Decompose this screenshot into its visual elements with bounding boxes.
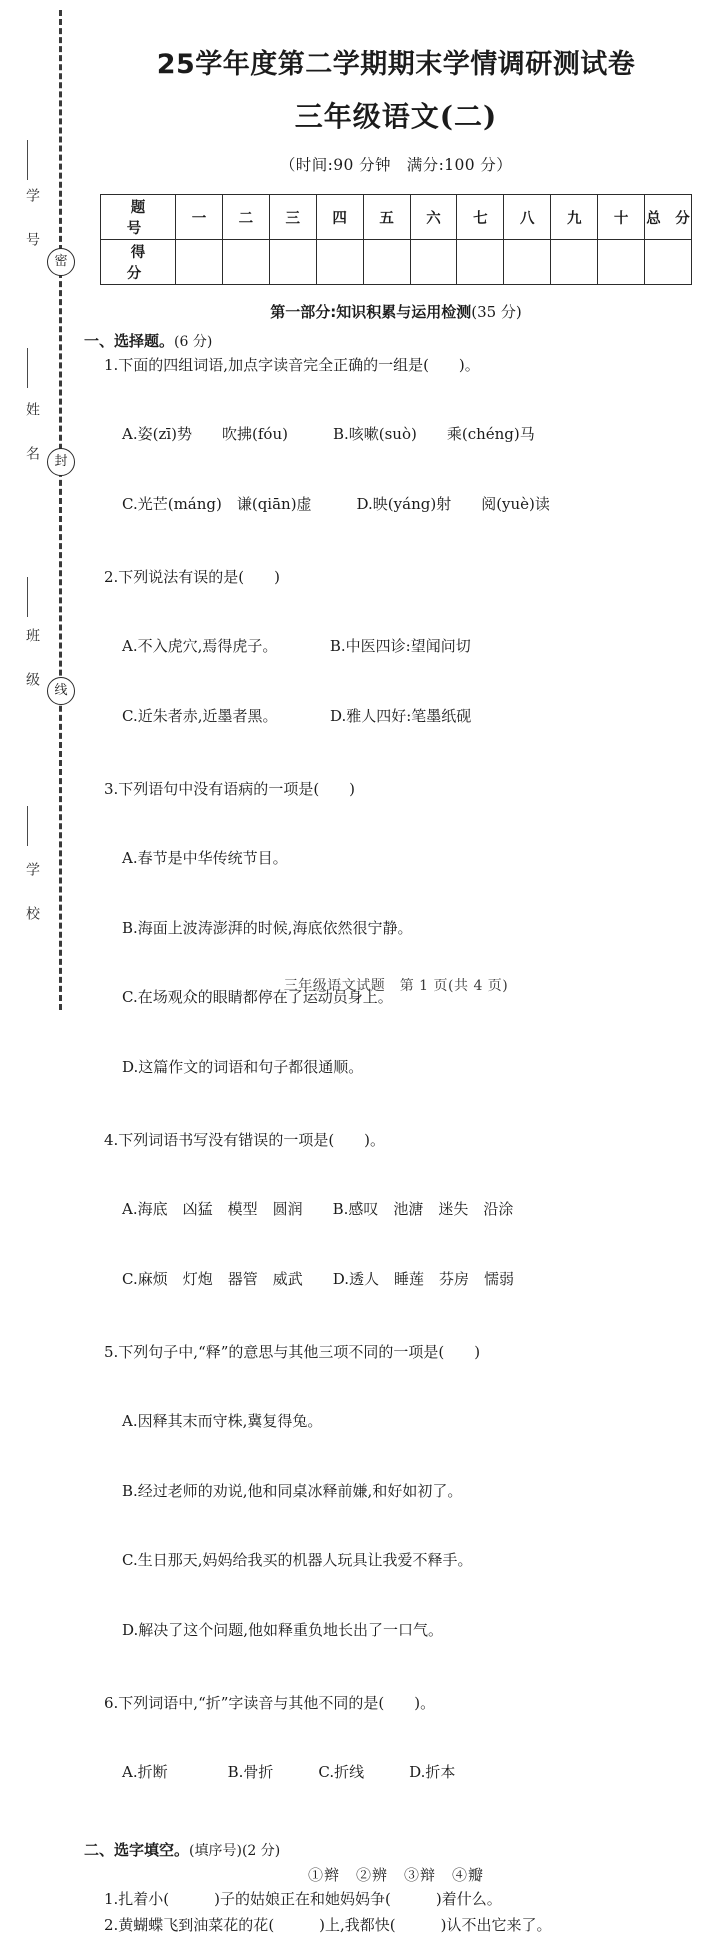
section-two-points: (填序号)(2 分) — [189, 1843, 281, 1860]
section-two-char-choices: ①辫 ②辨 ③辩 ④瓣 — [307, 1866, 484, 1885]
seal-field-school: 学 校 — [24, 862, 40, 927]
section-two-heading — [82, 1839, 710, 1860]
seal-rule — [27, 140, 28, 180]
seal-field-name: 姓 名 — [24, 402, 40, 467]
seal-margin — [0, 0, 80, 1024]
option-row: A.不入虎穴,焉得虎子。 B.中医四诊:望闻问切 — [122, 637, 471, 656]
question-options — [82, 800, 710, 1126]
question-options — [82, 1363, 710, 1689]
score-cell[interactable] — [598, 240, 645, 285]
seal-rule — [27, 577, 28, 617]
question-stem: 6.下列词语中,“折”字读音与其他不同的是( )。 — [104, 1693, 436, 1712]
option-row: C.近朱者赤,近墨者黑。 D.雅人四好:笔墨纸砚 — [122, 706, 472, 725]
exam-meta: （时间:90 分钟 满分:100 分） — [279, 156, 513, 174]
score-col-4: 四 — [316, 195, 363, 240]
option-row: A.姿(zī)势 吹拂(fóu) B.咳嗽(suò) 乘(chéng)马 — [122, 425, 535, 444]
score-col-3: 三 — [269, 195, 316, 240]
score-cell[interactable] — [410, 240, 457, 285]
section-one-heading — [82, 330, 710, 351]
option-row: D.解决了这个问题,他如释重负地长出了一口气。 — [122, 1621, 444, 1640]
part-one-title: 第一部分:知识积累与运用检测 — [270, 303, 472, 321]
score-table-row-label: 得 分 — [101, 240, 176, 285]
option-row: A.因释其末而守株,冀复得兔。 — [122, 1411, 323, 1430]
score-table — [100, 194, 692, 285]
seal-char-mi: 密 — [47, 248, 75, 276]
score-cell[interactable] — [316, 240, 363, 285]
question-stem: 1.下面的四组词语,加点字读音完全正确的一组是( )。 — [104, 356, 480, 374]
score-table-row-label: 题 号 — [101, 195, 176, 240]
score-col-1: 一 — [176, 195, 223, 240]
question-options — [82, 1152, 710, 1338]
table-row — [101, 195, 692, 240]
score-col-7: 七 — [457, 195, 504, 240]
section-one-title: 一、选择题。 — [84, 332, 175, 350]
question-stem: 2.下列说法有误的是( ) — [104, 567, 281, 586]
seal-char-xian: 线 — [47, 677, 75, 705]
score-col-2: 二 — [222, 195, 269, 240]
score-cell[interactable] — [504, 240, 551, 285]
score-col-10: 十 — [598, 195, 645, 240]
part-one-points: (35 分) — [471, 303, 522, 321]
question-options — [82, 1715, 710, 1831]
table-row — [101, 240, 692, 285]
score-cell[interactable] — [363, 240, 410, 285]
fill-blank-item[interactable]: 1.扎着小( )子的姑娘正在和她妈妈争( )着什么。 — [104, 1890, 502, 1909]
seal-rule — [27, 806, 28, 846]
option-row: C.在场观众的眼睛都停在了运动员身上。 — [122, 988, 393, 1007]
section-two-title: 二、选字填空。 — [84, 1841, 190, 1860]
score-col-total: 总 分 — [645, 195, 692, 240]
score-col-9: 九 — [551, 195, 598, 240]
score-cell[interactable] — [176, 240, 223, 285]
seal-char-feng: 封 — [47, 448, 75, 476]
option-row: B.经过老师的劝说,他和同桌冰释前嫌,和好如初了。 — [122, 1481, 463, 1500]
fill-blank-item[interactable]: 2.黄蝴蝶飞到油菜花的花( )上,我都快( )认不出它来了。 — [104, 1915, 552, 1934]
score-cell[interactable] — [551, 240, 598, 285]
seal-field-class: 班 级 — [24, 628, 40, 693]
seal-field-student-id: 学 号 — [24, 188, 40, 253]
score-cell[interactable] — [222, 240, 269, 285]
exam-page — [82, 0, 710, 1934]
section-one-points: (6 分) — [174, 334, 213, 350]
score-col-8: 八 — [504, 195, 551, 240]
page-footer: 三年级语文试题 第 1 页(共 4 页) — [283, 978, 509, 994]
option-row: A.海底 凶猛 模型 圆润 B.感叹 池溏 迷失 沿涂 — [122, 1200, 514, 1219]
question-stem: 5.下列句子中,“释”的意思与其他三项不同的一项是( ) — [104, 1342, 481, 1361]
option-row: A.折断 B.骨折 C.折线 D.折本 — [122, 1763, 456, 1782]
option-row: C.生日那天,妈妈给我买的机器人玩具让我爱不释手。 — [122, 1551, 473, 1570]
question-options — [82, 377, 710, 563]
score-cell[interactable] — [269, 240, 316, 285]
option-row: A.春节是中华传统节目。 — [122, 848, 288, 867]
question-options — [82, 589, 710, 775]
score-col-5: 五 — [363, 195, 410, 240]
score-col-6: 六 — [410, 195, 457, 240]
page-title: 25学年度第二学期期末学情调研测试卷 — [156, 49, 636, 80]
part-one-heading — [82, 301, 710, 322]
subject-title: 三年级语文(二) — [294, 100, 498, 133]
option-row: C.麻烦 灯炮 器管 威武 D.透人 睡莲 芬房 懦弱 — [122, 1269, 514, 1288]
seal-rule — [27, 348, 28, 388]
score-cell-total[interactable] — [645, 240, 692, 285]
option-row: D.这篇作文的词语和句子都很通顺。 — [122, 1058, 364, 1077]
option-row: C.光芒(máng) 谦(qiān)虚 D.映(yáng)射 阅(yuè)读 — [122, 495, 550, 514]
question-stem: 3.下列语句中没有语病的一项是( ) — [104, 779, 356, 798]
question-stem: 4.下列词语书写没有错误的一项是( )。 — [104, 1130, 386, 1149]
option-row: B.海面上波涛澎湃的时候,海底依然很宁静。 — [122, 918, 413, 937]
seal-dashed-line — [59, 10, 62, 1010]
score-cell[interactable] — [457, 240, 504, 285]
